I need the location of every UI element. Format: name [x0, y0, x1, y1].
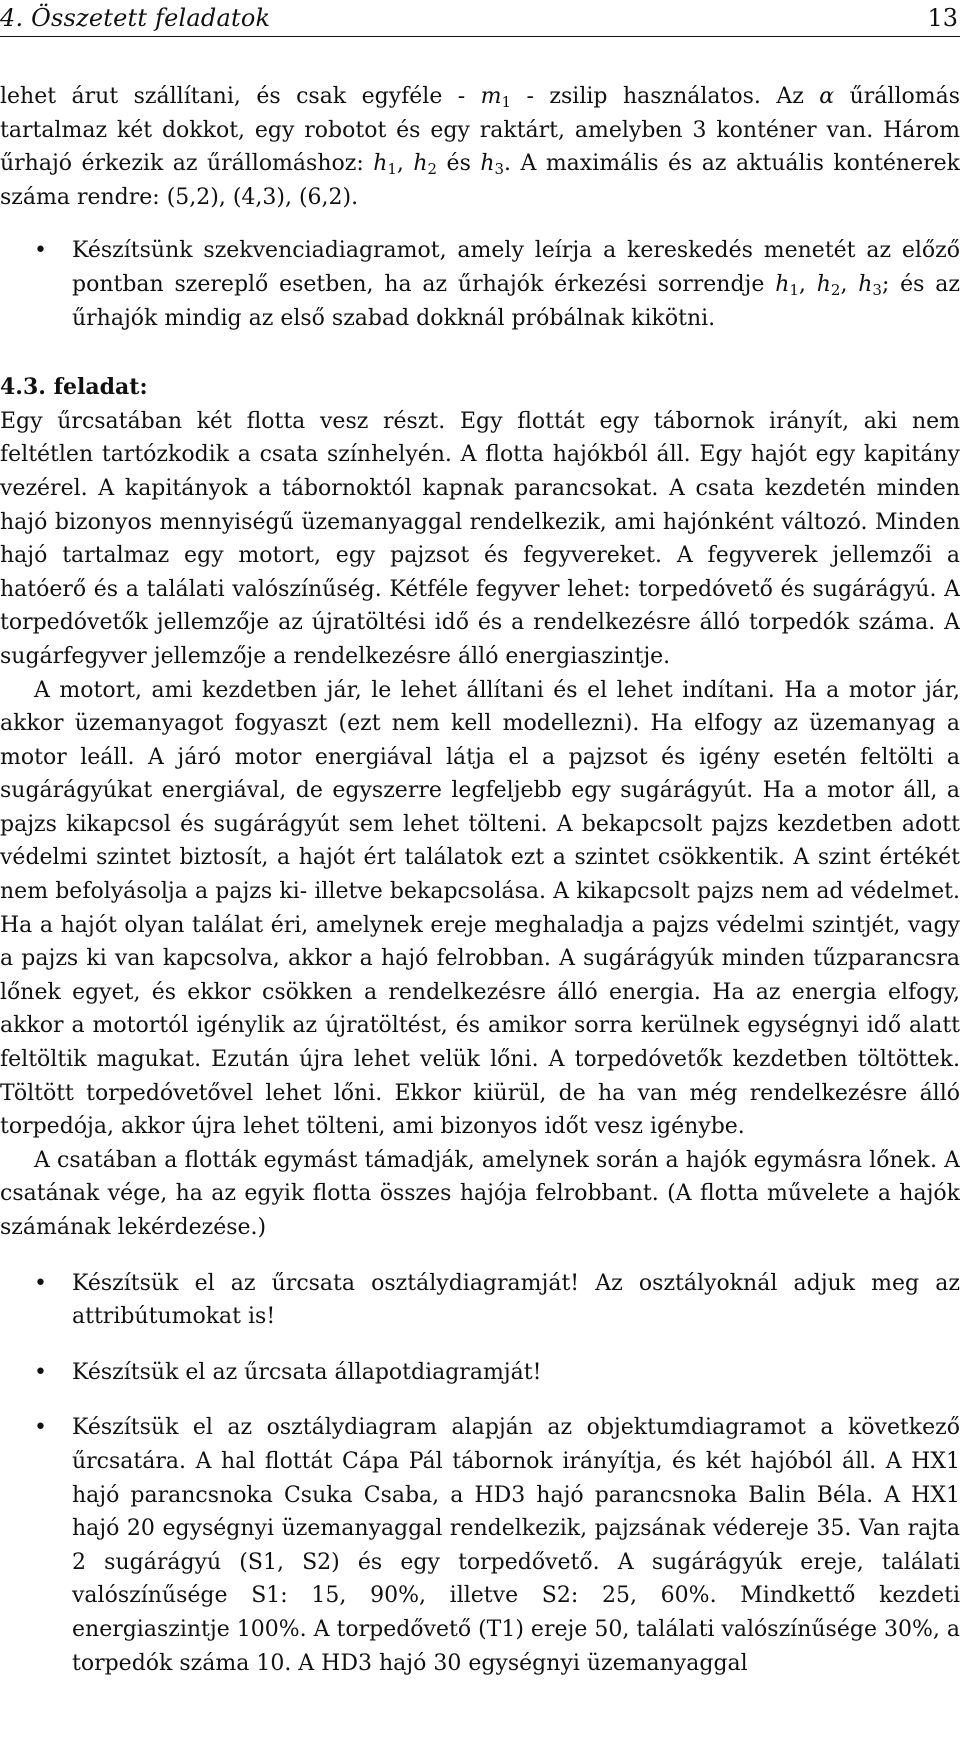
bullet-object-diagram: • Készítsük el az osztálydiagram alapján az objektumdiagramot a következő űrcsatára. A hal flottát Cápa Pál tábornok irányítja, és két hajóból áll. A HX1 hajó parancsnoka Csuka Csaba, a HD3 hajó parancsnoka Balin Béla. A HX1 hajó 20 egységnyi üzemanyaggal rendelkezik, pajzsának védereje 35. Van rajta 2 sugárágyú (S1, S2) és egy torpedővető. A sugárágyúk ereje, találati valószínűsége S1: 15, 90%, illetve S2: 25, 60%. Mindkettő kezdeti energiaszintje 100%. A torpedővető (T1) ereje 50, találati valószínűsége 30%, a torpedók száma 10. A HD3 hajó 30 egységnyi üzemanyaggal: [0, 1411, 960, 1680]
task-list: [0, 1267, 960, 1681]
running-header: [0, 2, 960, 37]
task-paragraph-3: A csatában a flották egymást támadják, amelynek során a hajók egymásra lőnek. A csatának vége, ha az egyik flotta összes hajója felrobbant. (A flotta művelete a hajók számának lekérdezése.): [0, 1147, 960, 1240]
body-text: [0, 80, 960, 1680]
bullet-dot: •: [34, 1415, 47, 1441]
bullet-dot: •: [34, 238, 47, 264]
bullet-state-diagram: • Készítsük el az űrcsata állapotdiagramját!: [0, 1356, 960, 1390]
bullet-sequence-diagram: • Készítsünk szekvenciadiagramot, amely leírja a kereskedés menetét az előző pontban szereplő esetben, ha az űrhajók érkezési sorrendje $h_1$, $h_2$, $h_3$; és az űrhajók mindig az első szabad dokknál próbálnak kikötni.: [0, 234, 960, 335]
task-title: 4.3. feladat:: [0, 374, 148, 401]
page-number: 13: [927, 4, 958, 32]
chapter-title: 4. Összetett feladatok: [0, 4, 271, 32]
task-paragraph-1: Egy űrcsatában két flotta vesz részt. Egy flottát egy tábornok irányít, aki nem feltétlen tartózkodik a csata színhelyén. A flotta hajókból áll. Egy hajót egy kapitány vezérel. A kapitányok a tábornoktól kapnak parancsokat. A csata kezdetén minden hajó bizonyos mennyiségű üzemanyaggal rendelkezik, ami hajónként változó. Minden hajó tartalmaz egy motort, egy pajzsot és fegyvereket. A fegyverek jellemzői a hatóerő és a találati valószínűség. Kétféle fegyver lehet: torpedóvető és sugárágyú. A torpedóvetők jellemzője az újratöltési idő és a rendelkezésre álló torpedók száma. A sugárfegyver jellemzője a rendelkezésre álló energiaszintje.: [0, 408, 960, 669]
bullet-dot: •: [34, 1359, 47, 1385]
task-paragraph-2: A motort, ami kezdetben jár, le lehet állítani és el lehet indítani. Ha a motor jár, akkor üzemanyagot fogyaszt (ezt nem kell modellezni). Ha elfogy az üzemanyag a motor leáll. A járó motor energiával látja el a pajzsot és igény esetén feltölti a sugárágyúkat energiával, de egyszerre legfeljebb egy sugárágyút. Ha a motor áll, a pajzs kikapcsol és sugárágyút sem lehet tölteni. A bekapcsolt pajzs kezdetben adott védelmi szintet biztosít, a hajót ért találatok ezt a szintet csökkentik. A szint értékét nem befolyásolja a pajzs ki- illetve bekapcsolása. A kikapcsolt pajzs nem ad védelmet. Ha a hajót olyan találat éri, amelynek ereje meghaladja a pajzs védelmi szintjét, vagy a pajzs ki van kapcsolva, akkor a hajó felrobban. A sugárágyúk minden tűzparancsra lőnek egyet, és ekkor csökken a rendelkezésre álló energia. Ha az energia elfogy, akkor a motortól igénylik az újratöltést, és amikor sorra kerülnek egységnyi idő alatt feltöltik magukat. Ezután újra lehet velük lőni. A torpedóvetők kezdetben töltöttek. Töltött torpedóvetővel lehet lőni. Ekkor kiürül, de ha van még rendelkezésre álló torpedója, akkor újra lehet tölteni, ami bizonyos időt vesz igénybe.: [0, 677, 960, 1140]
bullet-class-diagram: • Készítsük el az űrcsata osztálydiagramját! Az osztályoknál adjuk meg az attribútumokat is!: [0, 1267, 960, 1334]
math-m: m: [480, 84, 502, 109]
intro-paragraph: lehet árut szállítani, és csak egyféle - $m_1$ - zsilip használatos. Az α űrállomás tartalmaz két dokkot, egy robotot és egy raktárt, amelyben 3 konténer van. Három űrhajó érkezik az űrállomáshoz: $h_1$, $h_2$ és $h_3$. A maximális és az aktuális konténerek száma rendre: (5,2), (4,3), (6,2).: [0, 84, 960, 210]
bullet-dot: •: [34, 1270, 47, 1296]
math-alpha: α: [819, 84, 835, 109]
